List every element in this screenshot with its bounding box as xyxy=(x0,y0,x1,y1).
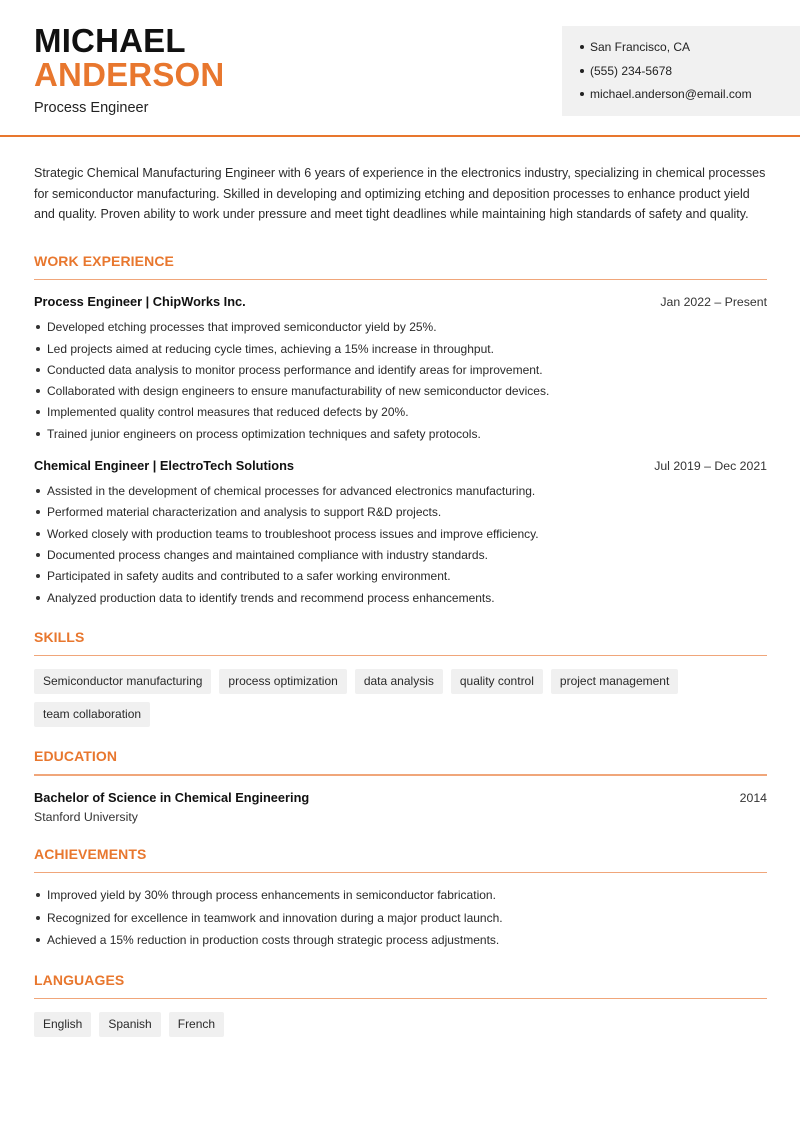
list-item: Performed material characterization and analysis to support R&D projects. xyxy=(34,504,767,525)
section-title-languages: LANGUAGES xyxy=(34,971,125,988)
job-bullets xyxy=(34,319,767,447)
section-divider xyxy=(34,655,767,657)
skill-tag: data analysis xyxy=(355,669,443,694)
list-item: Implemented quality control measures that reduced defects by 20%. xyxy=(34,404,767,425)
language-tag: Spanish xyxy=(99,1012,160,1037)
list-item: Assisted in the development of chemical processes for advanced electronics manufacturing. xyxy=(34,483,767,504)
languages-section xyxy=(34,972,767,1038)
skill-tag: Semiconductor manufacturing xyxy=(34,669,211,694)
section-divider xyxy=(34,279,767,281)
list-item: Developed etching processes that improved semiconductor yield by 25%. xyxy=(34,319,767,340)
resume-header xyxy=(0,0,800,137)
job-entry xyxy=(34,458,767,611)
section-divider xyxy=(34,872,767,874)
list-item: Collaborated with design engineers to ensure manufacturability of new semiconductor devices. xyxy=(34,383,767,404)
resume-body xyxy=(34,163,767,1037)
job-dates: Jul 2019 – Dec 2021 xyxy=(654,459,767,474)
language-tag: French xyxy=(169,1012,224,1037)
section-title-achievements: ACHIEVEMENTS xyxy=(34,845,147,862)
skill-tag: quality control xyxy=(451,669,543,694)
skill-tag: project management xyxy=(551,669,678,694)
list-item: Participated in safety audits and contributed to a safer working environment. xyxy=(34,568,767,589)
list-item: Trained junior engineers on process optimization techniques and safety protocols. xyxy=(34,426,767,447)
education-year: 2014 xyxy=(739,790,767,805)
skill-tag: team collaboration xyxy=(34,702,150,727)
job-title: Process Engineer xyxy=(34,100,149,116)
job-dates: Jan 2022 – Present xyxy=(660,295,767,310)
list-item: Analyzed production data to identify trends and recommend process enhancements. xyxy=(34,590,767,611)
section-title-education: EDUCATION xyxy=(34,748,118,765)
achievements-list xyxy=(34,887,767,955)
skills-tags xyxy=(34,669,734,727)
first-name: MICHAEL xyxy=(34,22,186,59)
section-title-skills: SKILLS xyxy=(34,628,85,645)
list-item: Documented process changes and maintained compliance with industry standards. xyxy=(34,547,767,568)
last-name: ANDERSON xyxy=(34,56,225,93)
skill-tag: process optimization xyxy=(219,669,346,694)
contact-email: michael.anderson@email.com xyxy=(580,87,800,111)
summary-paragraph: Strategic Chemical Manufacturing Engineer with 6 years of experience in the electronics industry, specializing in chemical processes for semiconductor manufacturing. Skilled in developing and optimizing etching and deposition processes to enhance product yield and quality. Proven ability to work under pressure and meet tight deadlines while maintaining high standards of safety and quality. xyxy=(34,166,766,222)
section-title-work: WORK EXPERIENCE xyxy=(34,252,174,269)
list-item: Recognized for excellence in teamwork and innovation during a major product launch. xyxy=(34,910,767,933)
education-entry xyxy=(34,790,767,824)
job-bullets xyxy=(34,483,767,611)
job-role: Process Engineer | ChipWorks Inc. xyxy=(34,294,246,310)
contact-phone: (555) 234-5678 xyxy=(580,64,800,88)
contact-box xyxy=(562,26,800,116)
work-section xyxy=(34,253,767,611)
job-entry xyxy=(34,294,767,447)
list-item: Improved yield by 30% through process enhancements in semiconductor fabrication. xyxy=(34,887,767,910)
contact-location: San Francisco, CA xyxy=(580,40,800,64)
education-school: Stanford University xyxy=(34,809,138,824)
language-tags xyxy=(34,1012,734,1037)
education-degree: Bachelor of Science in Chemical Engineering xyxy=(34,789,310,805)
list-item: Led projects aimed at reducing cycle times, achieving a 15% increase in throughput. xyxy=(34,341,767,362)
language-tag: English xyxy=(34,1012,91,1037)
job-role: Chemical Engineer | ElectroTech Solutions xyxy=(34,458,295,474)
list-item: Conducted data analysis to monitor process performance and identify areas for improvement. xyxy=(34,362,767,383)
list-item: Worked closely with production teams to troubleshoot process issues and improve efficiency. xyxy=(34,526,767,547)
achievements-section xyxy=(34,846,767,955)
section-divider xyxy=(34,998,767,1000)
education-section xyxy=(34,748,767,824)
section-divider xyxy=(34,774,767,776)
list-item: Achieved a 15% reduction in production costs through strategic process adjustments. xyxy=(34,932,767,955)
skills-section xyxy=(34,629,767,728)
